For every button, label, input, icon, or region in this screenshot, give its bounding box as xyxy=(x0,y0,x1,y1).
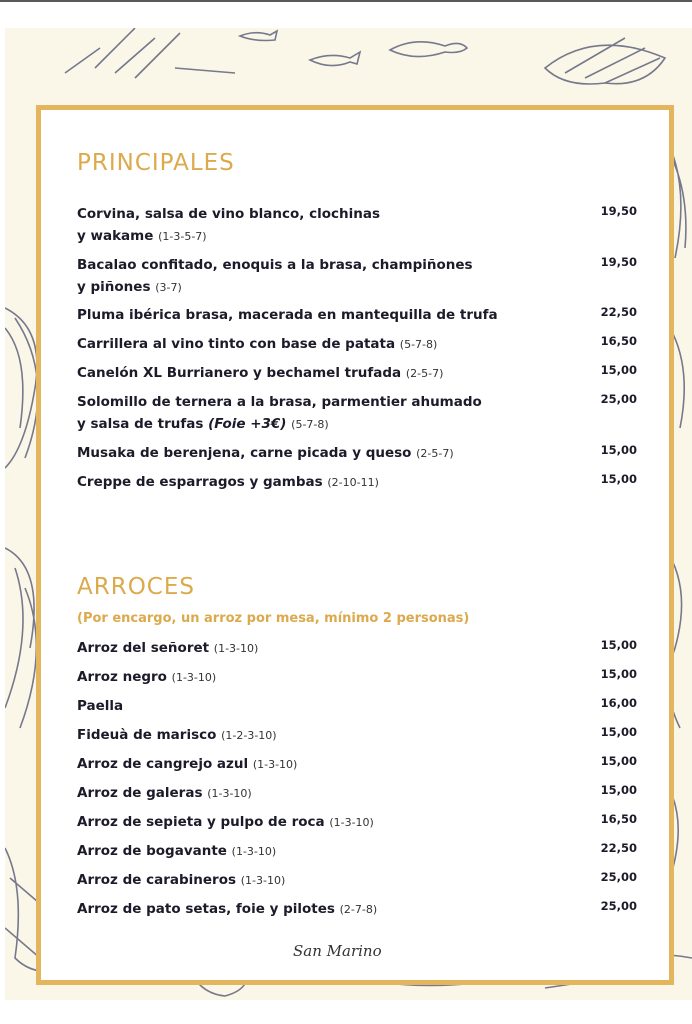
item-name: Carrillera al vino tinto con base de patata xyxy=(77,336,396,352)
item-name: Arroz negro xyxy=(77,669,167,685)
menu-item xyxy=(77,254,637,299)
item-price: 15,00 xyxy=(600,472,637,486)
menu-item xyxy=(77,869,637,892)
item-price: 22,50 xyxy=(600,841,637,855)
item-allergens: (1-3-5-7) xyxy=(158,230,207,243)
section-note: (Por encargo, un arroz por mesa, mínimo 2 personas) xyxy=(77,611,470,626)
menu-card xyxy=(36,105,674,985)
menu-item xyxy=(77,782,637,805)
item-allergens: (2-5-7) xyxy=(416,447,454,460)
item-name: Corvina, salsa de vino blanco, clochinas xyxy=(77,206,380,222)
item-name: Creppe de esparragos y gambas xyxy=(77,474,323,490)
item-name: Arroz de pato setas, foie y pilotes xyxy=(77,901,335,917)
shell-illustration xyxy=(5,308,38,468)
item-allergens: (2-5-7) xyxy=(405,367,444,380)
menu-item xyxy=(77,442,637,465)
item-name: Bacalao confitado, enoquis a la brasa, champiñones xyxy=(77,257,473,273)
item-name: Arroz de sepieta y pulpo de roca xyxy=(77,814,325,830)
item-price: 16,00 xyxy=(600,696,637,710)
item-allergens: (1-3-10) xyxy=(240,874,286,887)
menu-item xyxy=(77,695,637,717)
item-name: Arroz de carabineros xyxy=(77,872,237,888)
item-allergens: (1-3-10) xyxy=(171,671,217,684)
item-price: 25,00 xyxy=(600,392,637,406)
menu-item xyxy=(77,811,637,834)
item-price: 15,00 xyxy=(600,725,637,739)
item-name-continued: y wakame xyxy=(77,228,154,244)
menu-item xyxy=(77,203,637,248)
item-price: 22,50 xyxy=(600,305,637,319)
item-price: 19,50 xyxy=(600,204,637,218)
item-name: Musaka de berenjena, carne picada y queso xyxy=(77,445,412,461)
item-name-continued: y salsa de trufas xyxy=(77,416,204,432)
item-allergens: (2-7-8) xyxy=(339,903,378,916)
menu-item xyxy=(77,471,637,494)
menu-item xyxy=(77,898,637,921)
item-name: Solomillo de ternera a la brasa, parmentier ahumado xyxy=(77,394,482,410)
item-allergens: (1-3-10) xyxy=(213,642,259,655)
item-allergens: (1-2-3-10) xyxy=(221,729,277,742)
item-allergens: (2-10-11) xyxy=(327,476,379,489)
menu-item xyxy=(77,391,637,436)
item-price: 25,00 xyxy=(600,870,637,884)
item-price: 15,00 xyxy=(600,783,637,797)
item-allergens: (1-3-10) xyxy=(207,787,252,800)
item-name: Arroz del señoret xyxy=(77,640,210,656)
menu-item xyxy=(77,333,637,356)
menu-item xyxy=(77,304,637,326)
item-name-continued: y piñones xyxy=(77,279,151,295)
menu-item xyxy=(77,840,637,863)
item-price: 19,50 xyxy=(600,255,637,269)
item-price: 25,00 xyxy=(600,899,637,913)
coral-illustration xyxy=(65,28,235,78)
menu-page xyxy=(5,28,692,1000)
section-title-arroces: ARROCES xyxy=(77,574,195,600)
shell-illustration xyxy=(5,548,36,728)
item-allergens: (5-7-8) xyxy=(291,418,329,431)
item-name: Pluma ibérica brasa, macerada en mantequilla de trufa xyxy=(77,307,498,323)
menu-item xyxy=(77,362,637,385)
item-price: 15,00 xyxy=(600,667,637,681)
item-allergens: (1-3-10) xyxy=(329,816,374,829)
item-price: 15,00 xyxy=(600,638,637,652)
shell-illustration xyxy=(545,38,665,84)
fish-illustration xyxy=(310,52,360,66)
restaurant-signature-logo: San Marino xyxy=(293,942,382,960)
item-name: Arroz de cangrejo azul xyxy=(77,756,249,772)
item-name: Fideuà de marisco xyxy=(77,727,217,743)
fish-illustration xyxy=(390,42,467,57)
menu-item xyxy=(77,724,637,747)
item-allergens: (1-3-10) xyxy=(231,845,277,858)
menu-item xyxy=(77,637,637,660)
item-name: Paella xyxy=(77,698,124,714)
menu-item xyxy=(77,753,637,776)
item-price: 16,50 xyxy=(600,334,637,348)
item-name: Arroz de bogavante xyxy=(77,843,227,859)
item-price: 15,00 xyxy=(600,363,637,377)
item-price: 16,50 xyxy=(600,812,637,826)
item-allergens: (3-7) xyxy=(155,281,182,294)
section-title-principales: PRINCIPALES xyxy=(77,150,235,176)
item-name: Canelón XL Burrianero y bechamel trufada xyxy=(77,365,402,381)
item-price: 15,00 xyxy=(600,443,637,457)
fish-illustration xyxy=(240,31,277,41)
item-extra-note: (Foie +3€) xyxy=(208,416,287,432)
menu-item xyxy=(77,666,637,689)
top-divider xyxy=(0,0,692,2)
item-allergens: (1-3-10) xyxy=(252,758,298,771)
item-allergens: (5-7-8) xyxy=(399,338,438,351)
item-price: 15,00 xyxy=(600,754,637,768)
item-name: Arroz de galeras xyxy=(77,785,203,801)
